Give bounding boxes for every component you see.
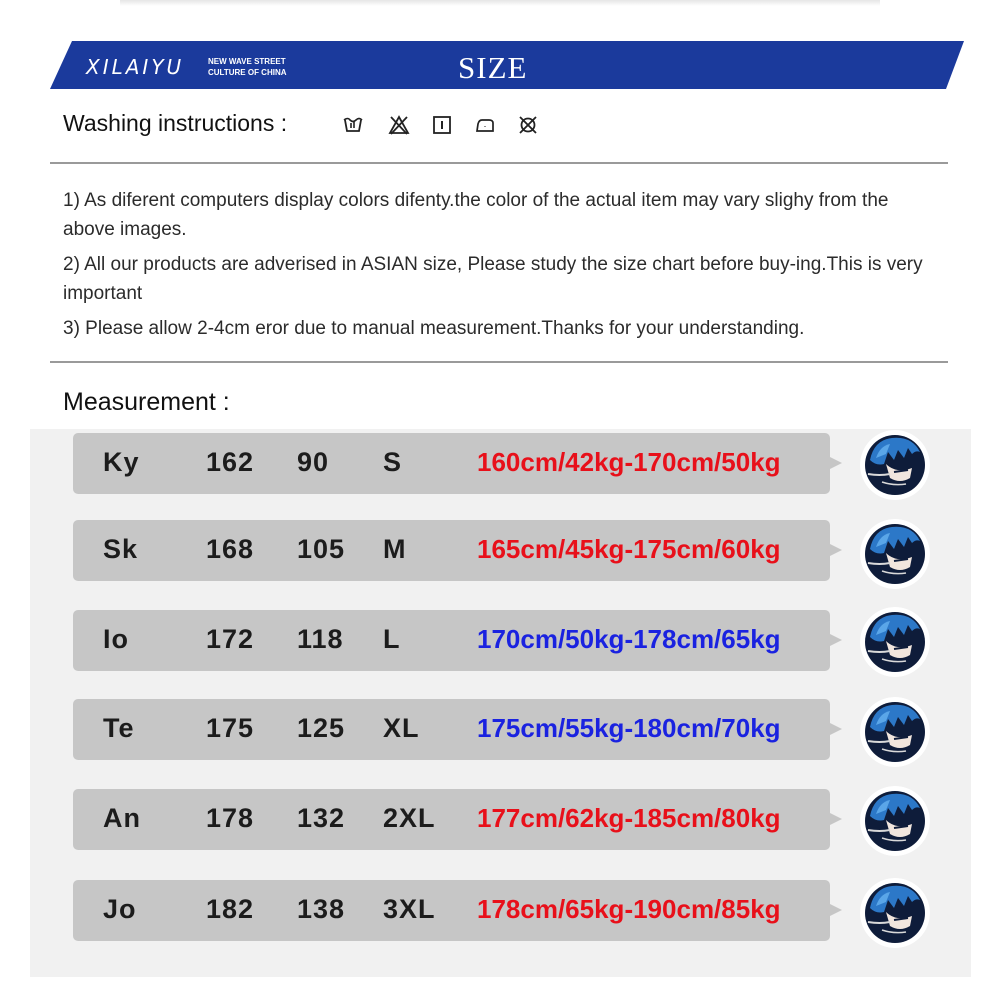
brand-name: XILAIYU <box>86 55 185 79</box>
note-3: 3) Please allow 2-4cm eror due to manual measurement.Thanks for your understanding. <box>63 318 805 339</box>
note-1: 1) As diferent computers display colors difenty.the color of the actual item may vary slighy from the above images. <box>63 190 889 240</box>
divider <box>50 361 948 363</box>
model-avatar <box>860 878 930 948</box>
model-height: 182 <box>206 894 255 924</box>
size-row <box>73 520 830 581</box>
model-name: An <box>103 803 141 833</box>
top-divider <box>120 0 880 6</box>
model-height: 172 <box>206 624 255 654</box>
model-name: Io <box>103 624 129 654</box>
fit-range: 178cm/65kg-190cm/85kg <box>477 894 781 924</box>
hand-wash-icon <box>342 114 364 136</box>
model-weight: 125 <box>297 713 346 743</box>
size-label: XL <box>383 713 420 743</box>
model-weight: 138 <box>297 894 346 924</box>
size-title: SIZE <box>458 50 528 85</box>
brand-tagline-line-2: CULTURE OF CHINA <box>208 68 287 77</box>
model-avatar <box>860 697 930 767</box>
size-row <box>73 699 830 760</box>
model-name: Te <box>103 713 135 743</box>
model-height: 178 <box>206 803 255 833</box>
do-not-dry-clean-icon <box>517 114 539 136</box>
model-height: 168 <box>206 534 255 564</box>
size-row <box>73 433 830 494</box>
note-2: 2) All our products are adverised in ASIAN size, Please study the size chart before buy-ing.This is very important <box>63 254 923 304</box>
model-weight: 132 <box>297 803 346 833</box>
brand-tagline <box>208 56 287 78</box>
divider <box>50 162 948 164</box>
model-name: Ky <box>103 447 140 477</box>
model-weight: 90 <box>297 447 330 477</box>
model-name: Jo <box>103 894 137 924</box>
size-label: 2XL <box>383 803 436 833</box>
brand-tagline-line-1: NEW WAVE STREET <box>208 57 286 66</box>
do-not-bleach-icon <box>388 114 410 136</box>
model-name: Sk <box>103 534 139 564</box>
tumble-dry-icon <box>431 114 453 136</box>
model-weight: 105 <box>297 534 346 564</box>
model-avatar <box>860 607 930 677</box>
model-avatar <box>860 786 930 856</box>
model-avatar <box>860 519 930 589</box>
size-row <box>73 789 830 850</box>
fit-range: 170cm/50kg-178cm/65kg <box>477 624 781 654</box>
model-height: 175 <box>206 713 255 743</box>
size-label: S <box>383 447 403 477</box>
size-row <box>73 880 830 941</box>
washing-instructions-label: Washing instructions : <box>63 110 288 136</box>
fit-range: 175cm/55kg-180cm/70kg <box>477 713 781 743</box>
fit-range: 165cm/45kg-175cm/60kg <box>477 534 781 564</box>
notes <box>63 186 943 343</box>
measurement-label: Measurement : <box>63 388 230 416</box>
fit-range: 177cm/62kg-185cm/80kg <box>477 803 781 833</box>
size-label: 3XL <box>383 894 436 924</box>
iron-icon <box>474 114 496 136</box>
fit-range: 160cm/42kg-170cm/50kg <box>477 447 781 477</box>
size-row <box>73 610 830 671</box>
size-label: M <box>383 534 407 564</box>
size-label: L <box>383 624 401 654</box>
model-avatar <box>860 430 930 500</box>
model-weight: 118 <box>297 624 344 654</box>
model-height: 162 <box>206 447 255 477</box>
